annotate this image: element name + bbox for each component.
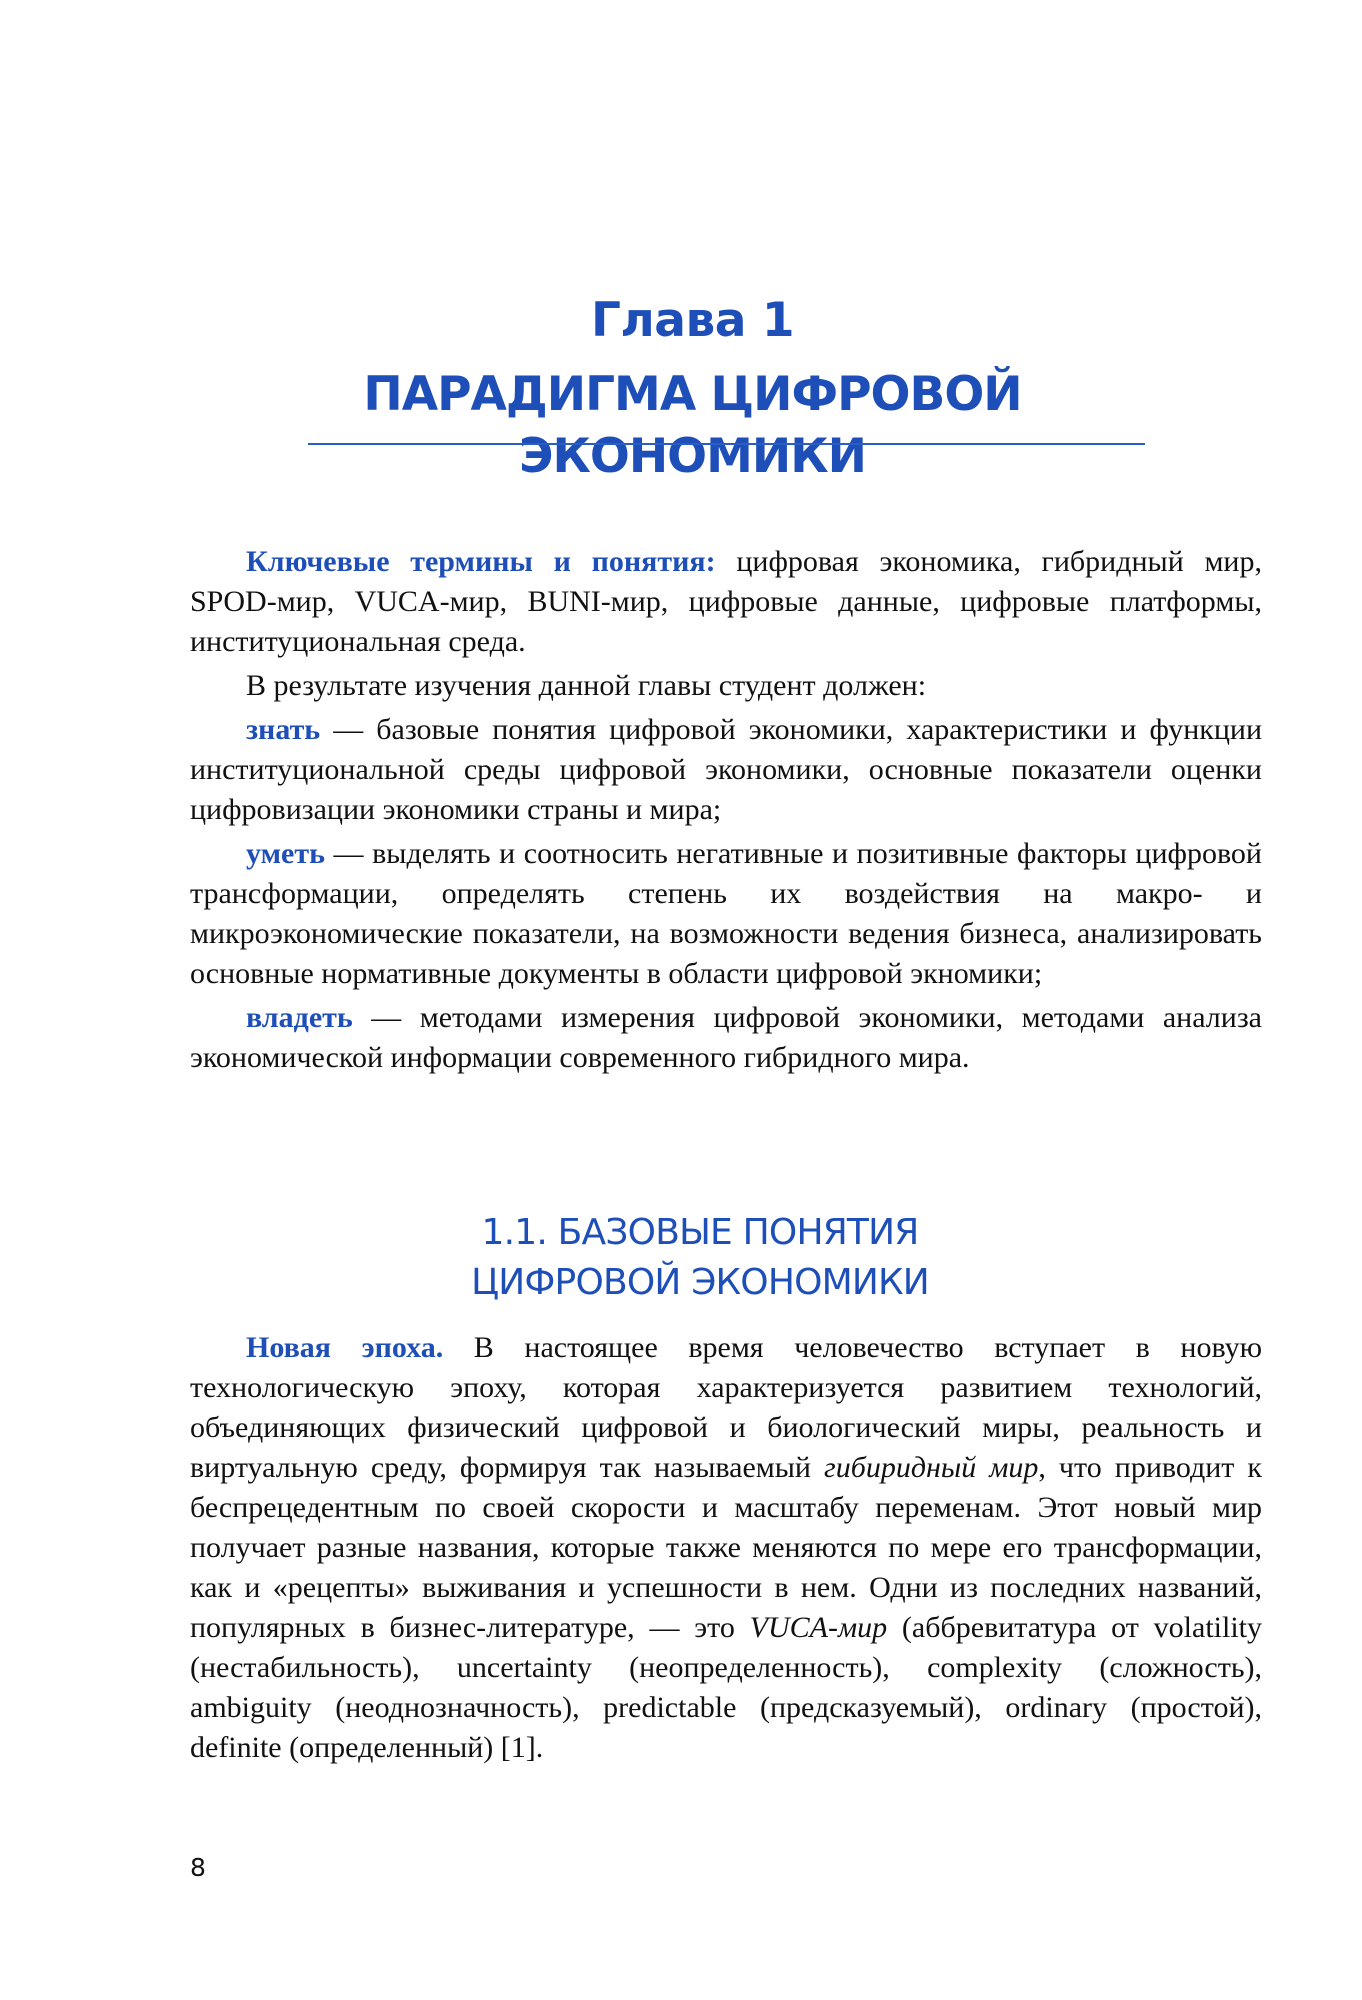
key-terms-label: Ключевые термины и понятия: xyxy=(246,545,716,578)
new-era-italic-term-2: VUCA-мир xyxy=(749,1611,888,1644)
section-body xyxy=(190,1328,1262,1768)
new-era-italic-term-1: гибиридный мир xyxy=(824,1451,1039,1484)
new-era-text-1: В настоящее время человечество вступает в новую технологическую эпоху, которая характеризуется развитием технологий, объединяющих физический цифровой и биологический миры, реальность и виртуальную среду, формируя так называемый xyxy=(190,1331,1262,1484)
section-heading xyxy=(250,1208,1150,1308)
master-paragraph xyxy=(190,998,1262,1078)
new-era-label: Новая эпоха. xyxy=(246,1331,444,1364)
chapter-label: Глава 1 xyxy=(590,293,795,348)
chapter-intro xyxy=(190,542,1262,1078)
key-terms-text: цифровая экономика, гибридный мир, SPOD-мир, VUCA-мир, BUNI-мир, цифровые данные, цифровые платформы, институциональная среда. xyxy=(190,545,1262,658)
be-able-text: — выделять и соотносить негативные и позитивные факторы цифровой трансформации, определять степень их воздействия на макро- и микроэкономические показатели, на возможности ведения бизнеса, анализировать основные нормативные документы в области цифровой экномики; xyxy=(190,837,1262,990)
chapter-title: ПАРАДИГМА ЦИФРОВОЙ ЭКОНОМИКИ xyxy=(363,367,1022,484)
new-era-text-2: , что приводит к беспрецедентным по своей скорости и масштабу переменам. Этот новый мир получает разные названия, которые также меняются по мере его трансформации, как и «рецепты» выживания и успешности в нем. Одни из последних названий, популярных в бизнес-литературе, — это xyxy=(190,1451,1263,1644)
section-title-line1: 1.1. БАЗОВЫЕ ПОНЯТИЯ xyxy=(481,1212,919,1253)
study-intro-paragraph: В результате изучения данной главы студент должен: xyxy=(246,669,927,702)
section-title-line2: ЦИФРОВОЙ ЭКОНОМИКИ xyxy=(471,1262,929,1303)
be-able-label: уметь xyxy=(246,837,325,870)
master-text: — методами измерения цифровой экономики, методами анализа экономической информации современного гибридного мира. xyxy=(190,1001,1262,1074)
chapter-divider xyxy=(308,443,1145,445)
new-era-text-3: (аббревитатура от volatility (нестабильность), uncertainty (неопределенность), complexity (сложность), ambiguity (неоднозначность), predictable (предсказуемый), ordinary (простой), definite (определенный) [1]. xyxy=(190,1611,1262,1764)
new-era-paragraph xyxy=(190,1328,1262,1768)
be-able-paragraph xyxy=(190,834,1262,994)
know-paragraph xyxy=(190,710,1262,830)
chapter-heading xyxy=(240,290,1145,488)
know-text: — базовые понятия цифровой экономики, характеристики и функции институциональной среды цифровой экономики, основные показатели оценки цифровизации экономики страны и мира; xyxy=(190,713,1262,826)
know-label: знать xyxy=(246,713,321,746)
key-terms-paragraph xyxy=(190,542,1262,662)
master-label: владеть xyxy=(246,1001,353,1034)
page-number: 8 xyxy=(190,1853,206,1882)
